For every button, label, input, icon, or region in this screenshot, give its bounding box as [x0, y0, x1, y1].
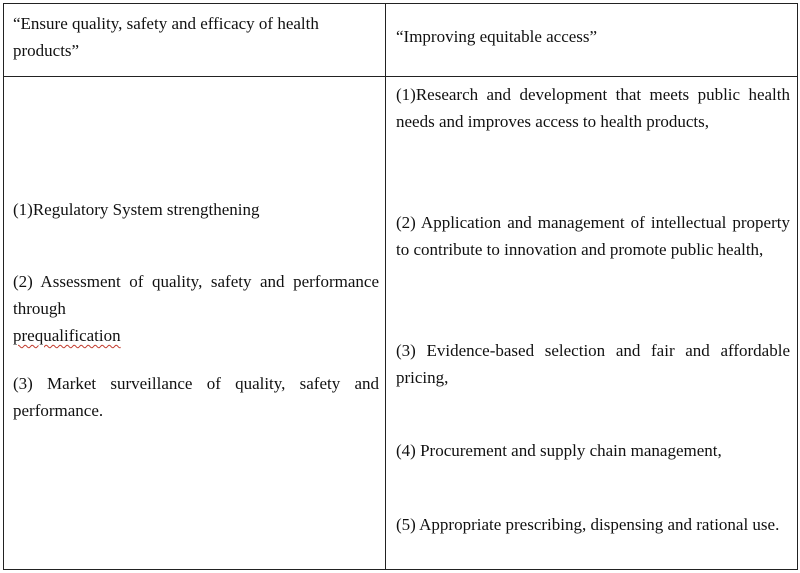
column-divider	[385, 4, 386, 569]
right-item-4: (4) Procurement and supply chain management,	[396, 441, 722, 460]
header-divider	[4, 76, 797, 77]
right-item-1: (1)Research and development that meets public health needs and improves access to health products,	[396, 85, 790, 131]
left-item-3: (3) Market surveillance of quality, safety and performance.	[13, 374, 379, 420]
left-item-1: (1)Regulatory System strengthening	[13, 200, 260, 219]
comparison-table	[3, 3, 798, 570]
right-item-2: (2) Application and management of intellectual property to contribute to innovation and promote public health,	[396, 213, 790, 259]
left-item-2	[13, 268, 379, 349]
header-right-cell: “Improving equitable access”	[396, 27, 598, 46]
header-left-cell: “Ensure quality, safety and efficacy of health products”	[13, 14, 319, 60]
left-item-2-text: (2) Assessment of quality, safety and performance through	[13, 272, 379, 318]
right-item-5: (5) Appropriate prescribing, dispensing and rational use.	[396, 515, 780, 534]
left-item-2-spellcheck-word: prequalification	[13, 326, 121, 345]
right-item-3: (3) Evidence-based selection and fair and affordable pricing,	[396, 341, 790, 387]
